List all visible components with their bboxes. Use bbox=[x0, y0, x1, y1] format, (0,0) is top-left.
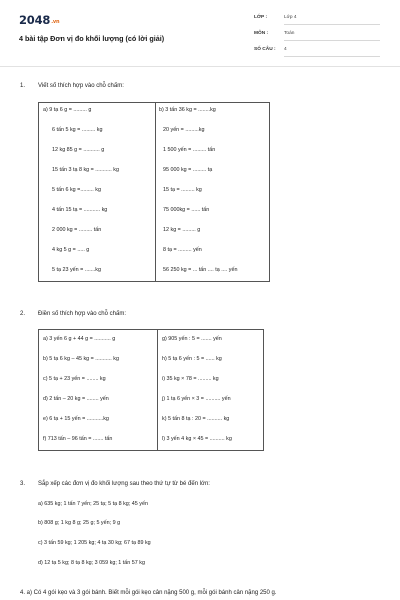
q1-left-item: 12 kg 85 g = ........... g bbox=[52, 147, 105, 153]
q2-column-separator bbox=[157, 330, 158, 450]
q1-right-item: 15 tạ = ......... kg bbox=[163, 187, 202, 193]
meta-subject bbox=[254, 29, 380, 41]
q2-right-item: k) 5 tấn 8 tạ : 20 = .......... kg bbox=[162, 416, 230, 422]
logo-text: 2048 bbox=[19, 13, 51, 27]
question-number: 3. bbox=[20, 481, 26, 487]
q1-right-item: 1 500 yến = ......... tấn bbox=[163, 147, 216, 153]
q2-table bbox=[38, 329, 264, 451]
header-divider bbox=[0, 66, 400, 67]
meta-key: LỚP : bbox=[254, 15, 268, 20]
logo-suffix: .vn bbox=[51, 19, 60, 25]
meta-line bbox=[284, 24, 380, 25]
question-number: 1. bbox=[20, 83, 26, 89]
meta-value: Lớp 4 bbox=[284, 15, 297, 20]
page-header bbox=[0, 0, 400, 66]
q2-left-item: a) 3 yến 6 g + 44 g = ........... g bbox=[43, 336, 116, 342]
meta-key: SỐ CÂU : bbox=[254, 47, 276, 52]
q2-right-item: g) 905 yến : 5 = ....... yến bbox=[162, 336, 222, 342]
q1-left-item: 5 tạ 23 yến = .......kg bbox=[52, 267, 101, 273]
q1-right-item: 8 tạ = ......... yến bbox=[163, 247, 202, 253]
q1-left-item: a) 9 tạ 6 g = ......... g bbox=[43, 107, 92, 113]
meta-line bbox=[284, 40, 380, 41]
meta-question-count bbox=[254, 45, 380, 57]
q1-table bbox=[38, 102, 270, 282]
q2-left-item: d) 2 tấn – 20 kg = ........ yến bbox=[43, 396, 109, 402]
q1-right-item: 12 kg = ......... g bbox=[163, 227, 201, 233]
question-text: Viết số thích hợp vào chỗ chấm: bbox=[38, 83, 124, 89]
meta-key: MÔN : bbox=[254, 31, 269, 36]
document-title: 4 bài tập Đơn vị đo khối lượng (có lời giải) bbox=[19, 34, 165, 43]
q2-right-item: i) 35 kg × 78 = ......... kg bbox=[162, 376, 219, 382]
q2-right-item: l) 3 yến 4 kg × 45 = .......... kg bbox=[162, 436, 232, 442]
meta-value: 4 bbox=[284, 47, 287, 52]
q1-right-item: 75 000kg = ...... tấn bbox=[163, 207, 210, 213]
q1-right-item: 56 250 kg = ... tấn .... tạ .... yến bbox=[163, 267, 238, 273]
q1-right-item: b) 3 tấn 36 kg = ........kg bbox=[159, 107, 216, 113]
q2-left-item: c) 5 tạ + 23 yến = ........ kg bbox=[43, 376, 106, 382]
q1-left-item: 4 tấn 15 tạ = ........... kg bbox=[52, 207, 108, 213]
q3-list-item: c) 3 tấn 59 kg; 1 205 kg; 4 tạ 30 kg; 67 tạ 89 kg bbox=[38, 540, 151, 546]
meta-line bbox=[284, 56, 380, 57]
q1-left-item: 5 tấn 6 kg =......... kg bbox=[52, 187, 101, 193]
q1-right-item: 95 000 kg = ......... tạ bbox=[163, 167, 213, 173]
q1-column-separator bbox=[155, 103, 156, 281]
q1-left-item: 6 tấn 5 kg = ......... kg bbox=[52, 127, 103, 133]
question-4-text: 4. a) Có 4 gói kẹo và 3 gói bánh. Biết mỗi gói kẹo cân nặng 500 g, mỗi gói bánh cân nặng 250 g. bbox=[20, 590, 277, 596]
question-text: Sắp xếp các đơn vị đo khối lượng sau theo thứ tự từ bé đến lớn: bbox=[38, 481, 210, 487]
site-logo[interactable] bbox=[19, 13, 59, 27]
q2-left-item: b) 5 tạ 6 kg – 45 kg = ........... kg bbox=[43, 356, 119, 362]
question-number: 2. bbox=[20, 311, 26, 317]
q2-right-item: j) 1 tạ 6 yến × 3 = .......... yến bbox=[162, 396, 231, 402]
q2-left-item: e) 6 tạ + 15 yến = ...........kg bbox=[43, 416, 109, 422]
meta-grade bbox=[254, 13, 380, 25]
q3-list-item: d) 12 tạ 5 kg; 8 tạ 8 kg; 3 059 kg; 1 tấn 57 kg bbox=[38, 560, 145, 566]
q2-right-item: h) 5 tạ 6 yến : 5 = ...... kg bbox=[162, 356, 222, 362]
meta-value: Toán bbox=[284, 31, 295, 36]
q2-left-item: f) 713 tấn – 96 tấn = ....... tấn bbox=[43, 436, 113, 442]
q1-left-item: 15 tấn 3 tạ 8 kg = ........... kg bbox=[52, 167, 119, 173]
question-text: Điền số thích hợp vào chỗ chấm: bbox=[38, 311, 126, 317]
q3-list-item: a) 635 kg; 1 tấn 7 yến; 25 tạ; 5 tạ 8 kg; 45 yến bbox=[38, 501, 148, 507]
q1-left-item: 4 kg 5 g = ..... g bbox=[52, 247, 90, 253]
q3-list-item: b) 808 g; 1 kg 8 g; 25 g; 5 yến; 9 g bbox=[38, 520, 121, 526]
q1-right-item: 20 yến = .........kg bbox=[163, 127, 205, 133]
q1-left-item: 2 000 kg = ......... tấn bbox=[52, 227, 102, 233]
